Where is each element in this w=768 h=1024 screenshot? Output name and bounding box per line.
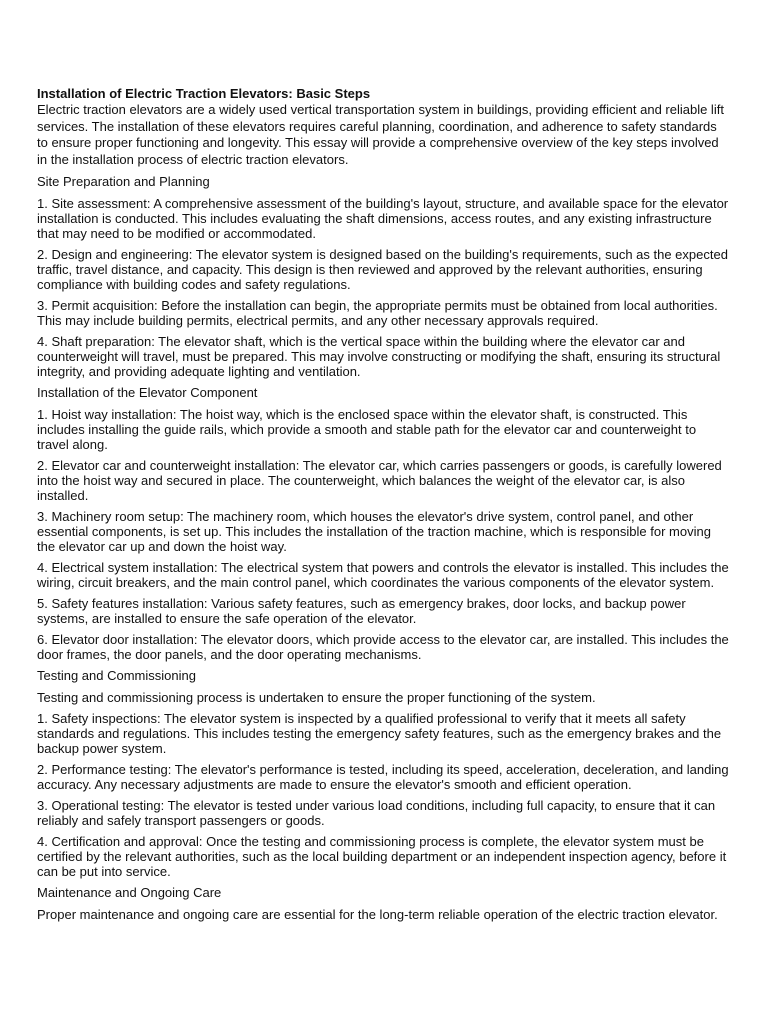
- site-step-4: 4. Shaft preparation: The elevator shaft, which is the vertical space within the building where the elevator car and counterweight will travel, must be prepared. This may involve constructing or modifying the shaft, ensuring its structural integrity, and providing adequate lighting and ventilation.: [37, 334, 721, 379]
- testing-step-3: 3. Operational testing: The elevator is tested under various load conditions, including full capacity, to ensure that it can reliably and safely transport passengers or goods.: [37, 798, 716, 828]
- site-step-1: 1. Site assessment: A comprehensive assessment of the building's layout, structure, and available space for the elevator installation is conducted. This includes evaluating the shaft dimensions, access routes, and any existing infrastructure that may need to be modified or accommodated.: [37, 196, 729, 241]
- maintenance-paragraph: Proper maintenance and ongoing care are essential for the long-term reliable operation of the electric traction elevator.: [37, 907, 718, 922]
- site-step-3: 3. Permit acquisition: Before the installation can begin, the appropriate permits must be obtained from local authorities. This may include building permits, electrical permits, and any other necessary approvals required.: [37, 298, 718, 328]
- section-heading-elevator-component: Installation of the Elevator Component: [37, 385, 258, 400]
- site-step-2: 2. Design and engineering: The elevator system is designed based on the building's requirements, such as the expected traffic, travel distance, and capacity. This design is then reviewed and approved by the relevant authorities, ensuring compliance with building codes and safety regulations.: [37, 247, 728, 292]
- component-step-6: 6. Elevator door installation: The elevator doors, which provide access to the elevator car, are installed. This includes the door frames, the door panels, and the door operating mechanisms.: [37, 632, 729, 662]
- testing-intro: Testing and commissioning process is undertaken to ensure the proper functioning of the system.: [37, 690, 596, 705]
- section-heading-maintenance: Maintenance and Ongoing Care: [37, 885, 222, 900]
- section-heading-site-preparation: Site Preparation and Planning: [37, 174, 210, 189]
- component-step-1: 1. Hoist way installation: The hoist way, which is the enclosed space within the elevator shaft, is constructed. This includes installing the guide rails, which provide a smooth and stable path for the elevator car and counterweight to travel along.: [37, 407, 697, 452]
- component-step-5: 5. Safety features installation: Various safety features, such as emergency brakes, door locks, and backup power systems, are installed to ensure the safe operation of the elevator.: [37, 596, 686, 626]
- testing-step-2: 2. Performance testing: The elevator's performance is tested, including its speed, acceleration, deceleration, and landing accuracy. Any necessary adjustments are made to ensure the elevator's smooth and efficient operation.: [37, 762, 729, 792]
- document-page: [37, 86, 731, 928]
- testing-step-4: 4. Certification and approval: Once the testing and commissioning process is complete, the elevator system must be certified by the relevant authorities, such as the local building department or an independent inspection agency, before it can be put into service.: [37, 834, 727, 879]
- document-title: Installation of Electric Traction Elevators: Basic Steps: [37, 86, 371, 101]
- component-step-2: 2. Elevator car and counterweight installation: The elevator car, which carries passengers or goods, is carefully lowered into the hoist way and secured in place. The counterweight, which balances the weight of the elevator car, is also installed.: [37, 458, 722, 503]
- component-step-4: 4. Electrical system installation: The electrical system that powers and controls the elevator is installed. This includes the wiring, circuit breakers, and the main control panel, which coordinates the various components of the elevator system.: [37, 560, 729, 590]
- intro-paragraph: Electric traction elevators are a widely used vertical transportation system in buildings, providing efficient and reliable lift services. The installation of these elevators requires careful planning, coordination, and adherence to safety standards to ensure proper functioning and longevity. This essay will provide a comprehensive overview of the key steps involved in the installation process of electric traction elevators.: [37, 102, 724, 167]
- testing-step-1: 1. Safety inspections: The elevator system is inspected by a qualified professional to verify that it meets all safety standards and regulations. This includes testing the emergency safety features, such as the emergency brakes and the backup power system.: [37, 711, 722, 756]
- section-heading-testing: Testing and Commissioning: [37, 668, 196, 683]
- component-step-3: 3. Machinery room setup: The machinery room, which houses the elevator's drive system, control panel, and other essential components, is set up. This includes the installation of the traction machine, which is responsible for moving the elevator car up and down the hoist way.: [37, 509, 711, 554]
